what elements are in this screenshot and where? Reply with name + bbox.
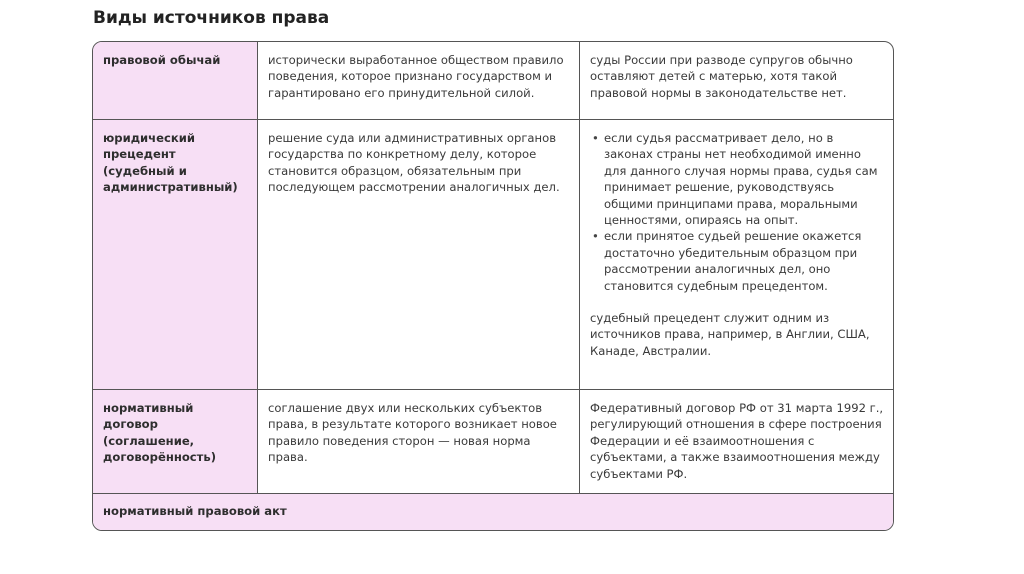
definition-cell: решение суда или административных органов государства по конкретному делу, которое становится образцом, обязательным при последующем рассмотрении аналогичных дел. bbox=[257, 120, 579, 389]
law-sources-table bbox=[92, 41, 894, 531]
list-item: • если судья рассматривает дело, но в законах страны нет необходимой именно для данного случая нормы права, судья сам принимает решение, руководствуясь общими принципами права, моральными ценностями, опираясь на опыт. bbox=[590, 130, 885, 228]
example-bullet-list bbox=[590, 130, 885, 294]
list-item: • если принятое судьей решение окажется достаточно убедительным образцом при рассмотрении аналогичных дел, оно становится судебным прецедентом. bbox=[590, 228, 885, 294]
example-cell: Федеративный договор РФ от 31 марта 1992 г., регулирующий отношения в сфере построения Федерации и её взаимоотношения с субъектами, а также взаимоотношения между субъектами РФ. bbox=[579, 390, 893, 493]
example-note: судебный прецедент служит одним из источников права, например, в Англии, США, Канаде, Австралии. bbox=[590, 311, 870, 358]
source-name-cell: юридический прецедент (судебный и административный) bbox=[93, 120, 257, 389]
definition-cell: исторически выработанное обществом правило поведения, которое признано государством и гарантировано его принудительной силой. bbox=[257, 42, 579, 119]
table-row-customary-law bbox=[93, 42, 893, 120]
example-cell bbox=[579, 120, 893, 389]
source-name-cell: правовой обычай bbox=[93, 42, 257, 119]
table-row-normative-act bbox=[93, 494, 893, 531]
page-title: Виды источников права bbox=[93, 8, 330, 28]
source-name-cell: нормативный правовой акт bbox=[93, 494, 893, 531]
table-row-legal-precedent bbox=[93, 120, 893, 390]
definition-cell: соглашение двух или нескольких субъектов права, в результате которого возникает новое правило поведения сторон — новая норма права. bbox=[257, 390, 579, 493]
example-cell: суды России при разводе супругов обычно оставляют детей с матерью, хотя такой правовой нормы в законодательстве нет. bbox=[579, 42, 893, 119]
table-row-normative-agreement bbox=[93, 390, 893, 494]
source-name-cell: нормативный договор (соглашение, договорённость) bbox=[93, 390, 257, 493]
